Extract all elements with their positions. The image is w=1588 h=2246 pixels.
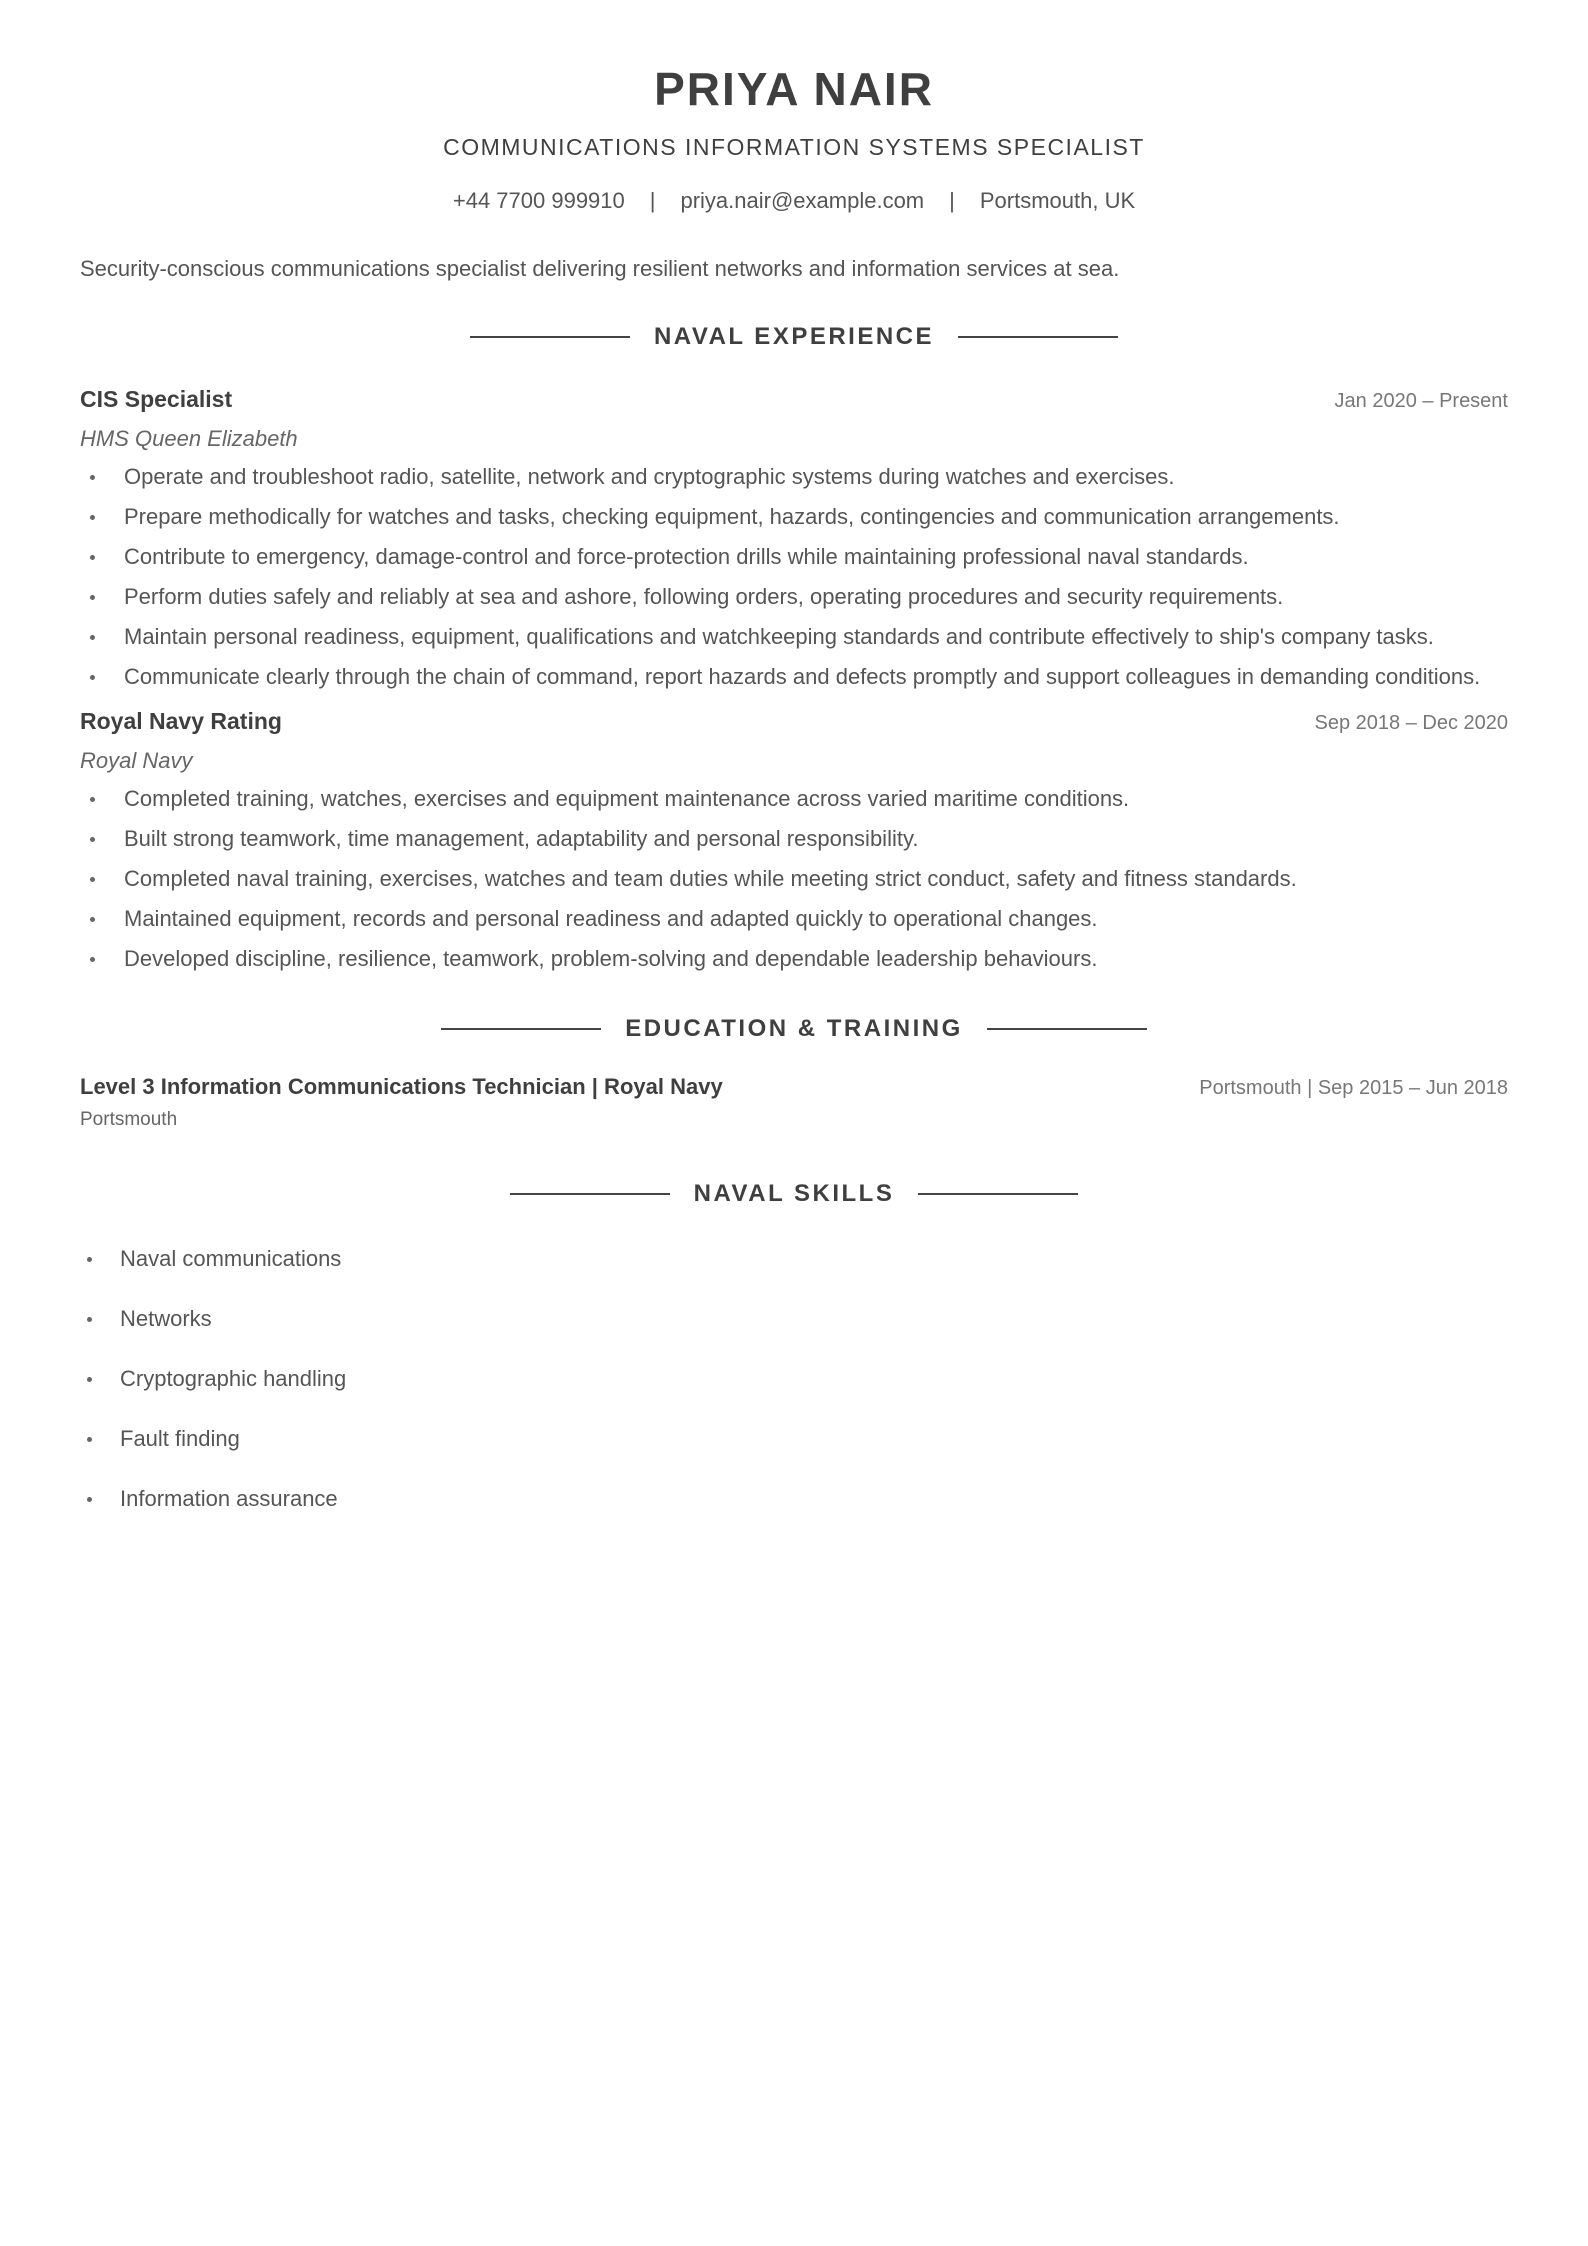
- job-bullets: [80, 784, 1508, 974]
- contact-email: priya.nair@example.com: [680, 188, 925, 213]
- contact-separator: |: [649, 188, 656, 213]
- job-header: [80, 706, 1508, 738]
- job-bullet: Contribute to emergency, damage-control and force-protection drills while maintaining professional naval standards.: [80, 542, 1508, 572]
- job-bullet: Built strong teamwork, time management, adaptability and personal responsibility.: [80, 824, 1508, 854]
- contact-separator: |: [949, 188, 955, 213]
- section-rule: [987, 1028, 1147, 1030]
- skill-item: Fault finding: [80, 1424, 1508, 1454]
- job-bullet: Completed naval training, exercises, watches and team duties while meeting strict conduct, safety and fitness standards.: [80, 864, 1508, 894]
- skill-item: Networks: [80, 1304, 1508, 1334]
- summary-text: Security-conscious communications specialist delivering resilient networks and information services at sea.: [80, 256, 1120, 281]
- job-entry: [80, 706, 1508, 974]
- section-rule: [958, 336, 1118, 338]
- job-bullet: Communicate clearly through the chain of command, report hazards and defects promptly and support colleagues in demanding conditions.: [80, 662, 1508, 692]
- job-header: [80, 384, 1508, 416]
- contact-line: [80, 186, 1508, 216]
- contact-phone: +44 7700 999910: [452, 188, 625, 213]
- job-title: CIS Specialist: [80, 386, 233, 412]
- job-organization: Royal Navy: [80, 748, 193, 773]
- section-title-education: [80, 1014, 1508, 1044]
- education-location: Portsmouth: [80, 1109, 178, 1130]
- job-dates: Jan 2020 – Present: [1334, 390, 1508, 412]
- education-header: [80, 1072, 1508, 1103]
- job-bullet: Operate and troubleshoot radio, satellite, network and cryptographic systems during watches and exercises.: [80, 462, 1508, 492]
- job-bullet: Perform duties safely and reliably at sea and ashore, following orders, operating procedures and security requirements.: [80, 582, 1508, 612]
- contact-location: Portsmouth, UK: [979, 188, 1136, 213]
- job-title: Royal Navy Rating: [80, 708, 282, 734]
- job-dates: Sep 2018 – Dec 2020: [1314, 712, 1508, 734]
- candidate-headline: COMMUNICATIONS INFORMATION SYSTEMS SPECIALIST: [443, 134, 1145, 160]
- skill-item: Naval communications: [80, 1244, 1508, 1274]
- section-title-text: NAVAL SKILLS: [693, 1180, 895, 1207]
- section-title-text: EDUCATION & TRAINING: [625, 1015, 963, 1042]
- education-meta: Portsmouth | Sep 2015 – Jun 2018: [1199, 1077, 1508, 1099]
- candidate-name: PRIYA NAIR: [654, 63, 934, 115]
- section-rule: [441, 1028, 601, 1030]
- job-bullet: Developed discipline, resilience, teamwork, problem-solving and dependable leadership behaviours.: [80, 944, 1508, 974]
- section-title-skills: [80, 1179, 1508, 1209]
- job-bullets: [80, 462, 1508, 692]
- job-bullet: Completed training, watches, exercises and equipment maintenance across varied maritime conditions.: [80, 784, 1508, 814]
- job-bullet: Maintained equipment, records and personal readiness and adapted quickly to operational changes.: [80, 904, 1508, 934]
- job-bullet: Maintain personal readiness, equipment, qualifications and watchkeeping standards and contribute effectively to ship's company tasks.: [80, 622, 1508, 652]
- skill-item: Cryptographic handling: [80, 1364, 1508, 1394]
- job-organization: HMS Queen Elizabeth: [80, 426, 298, 451]
- skill-item: Information assurance: [80, 1484, 1508, 1514]
- section-rule: [470, 336, 630, 338]
- skills-list: [80, 1244, 1508, 1514]
- section-rule: [510, 1193, 670, 1195]
- job-bullet: Prepare methodically for watches and tasks, checking equipment, hazards, contingencies and communication arrangements.: [80, 502, 1508, 532]
- education-entry: [80, 1072, 1508, 1133]
- section-rule: [918, 1193, 1078, 1195]
- education-title: Level 3 Information Communications Technician | Royal Navy: [80, 1074, 723, 1099]
- job-entry: [80, 384, 1508, 692]
- section-title-experience: [80, 322, 1508, 352]
- section-title-text: NAVAL EXPERIENCE: [653, 323, 935, 350]
